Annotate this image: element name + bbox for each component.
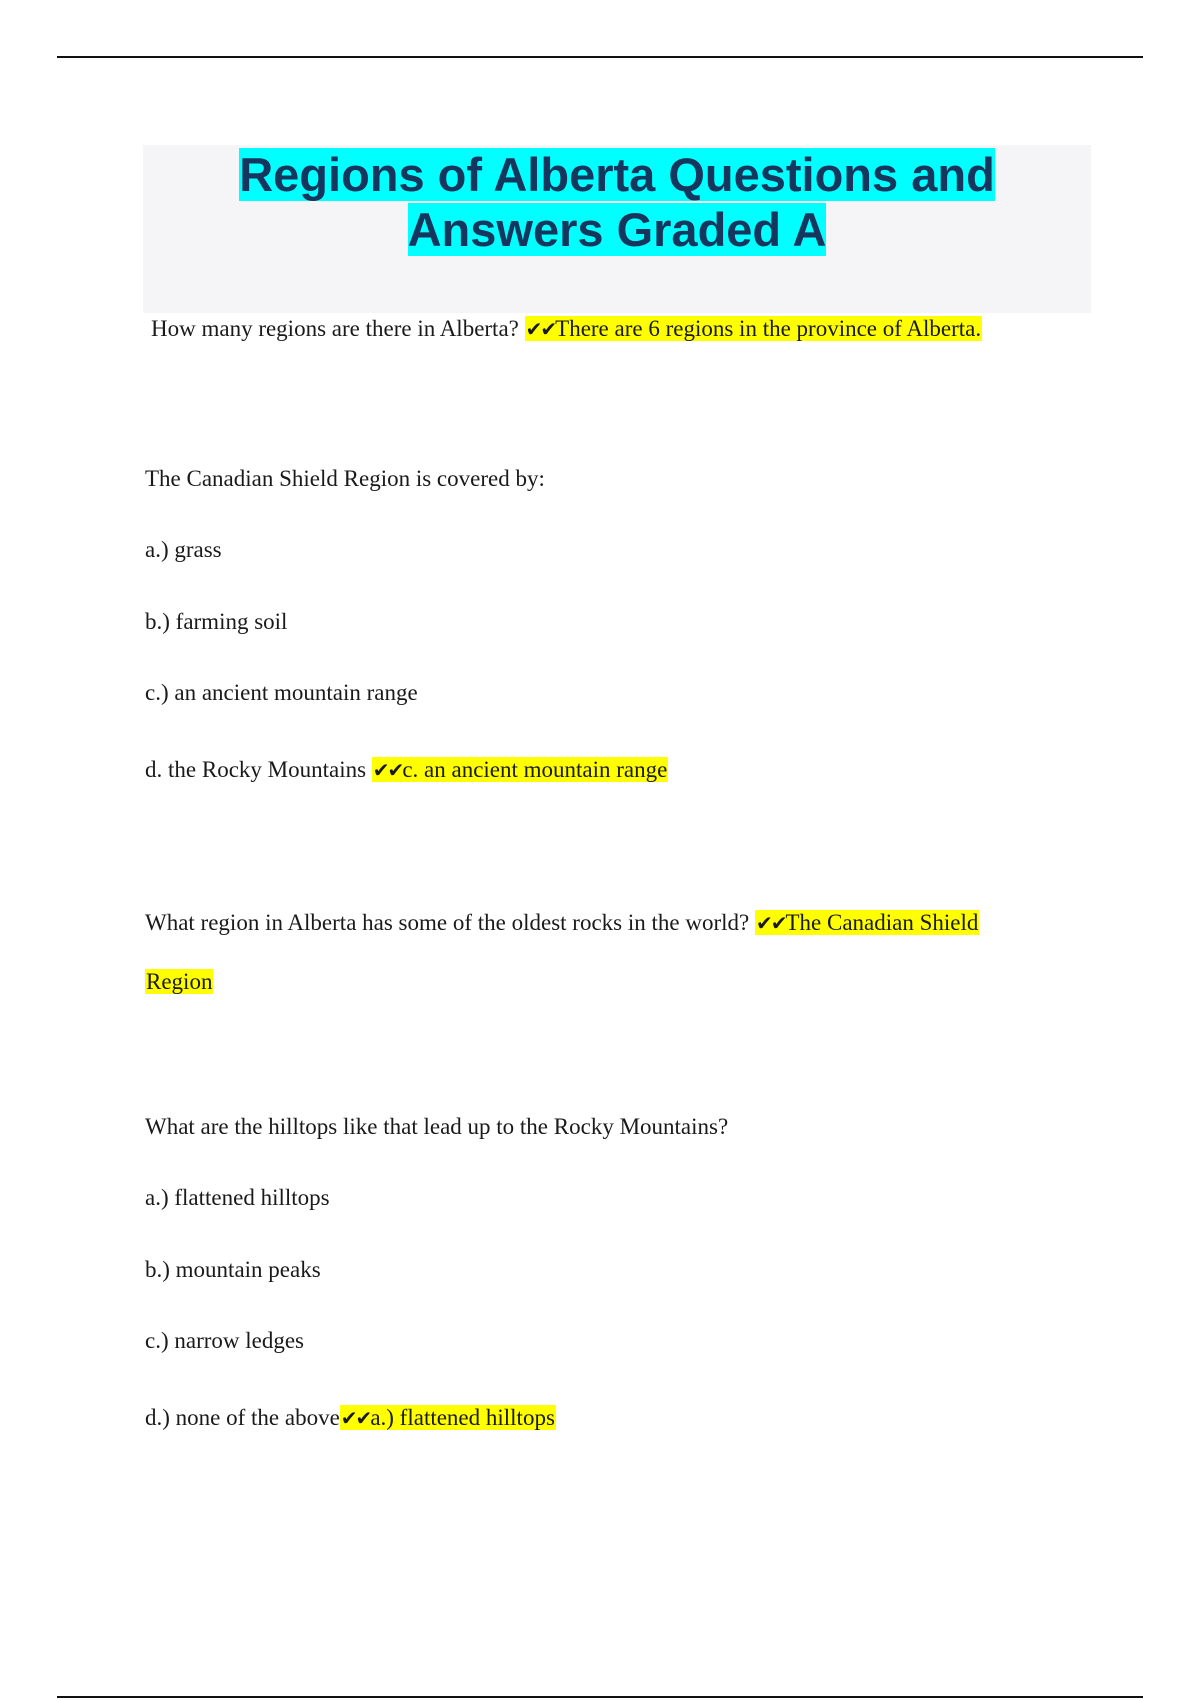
- question-3-answer-continued: [145, 967, 213, 997]
- header-rule: [57, 56, 1143, 58]
- question-4-option-a: a.) flattened hilltops: [145, 1185, 330, 1210]
- answer-3-text-part-2: Region: [146, 969, 213, 994]
- question-3: [145, 908, 979, 938]
- answer-2-text: c. an ancient mountain range: [402, 757, 668, 782]
- question-2-option-d: [145, 755, 668, 785]
- question-2-text: The Canadian Shield Region is covered by:: [145, 466, 545, 491]
- title-line-1: Regions of Alberta Questions and: [239, 148, 995, 201]
- question-1: [151, 314, 982, 344]
- title-block: [143, 145, 1091, 313]
- question-2-option-c: c.) an ancient mountain range: [145, 680, 418, 705]
- answer-4-text: a.) flattened hilltops: [370, 1405, 555, 1430]
- question-4-option-c: c.) narrow ledges: [145, 1328, 305, 1353]
- double-check-icon: ✔✔: [372, 758, 403, 782]
- question-1-text: How many regions are there in Alberta?: [151, 316, 519, 341]
- question-4-text: What are the hilltops like that lead up to the Rocky Mountains?: [145, 1114, 729, 1139]
- answer-4-highlight: [340, 1405, 556, 1430]
- answer-1-text: There are 6 regions in the province of Alberta.: [555, 316, 982, 341]
- question-2-option-d-text: d. the Rocky Mountains: [145, 757, 367, 782]
- double-check-icon: ✔✔: [340, 1406, 371, 1430]
- answer-1-highlight: [525, 316, 983, 341]
- question-2-option-a: a.) grass: [145, 537, 222, 562]
- question-4-option-d: [145, 1403, 556, 1433]
- double-check-icon: ✔✔: [755, 911, 786, 935]
- document-title: [143, 145, 1091, 257]
- answer-2-highlight: [372, 757, 669, 782]
- answer-3-highlight-part-1: [755, 910, 979, 935]
- question-3-text: What region in Alberta has some of the oldest rocks in the world?: [145, 910, 750, 935]
- answer-3-text-part-1: The Canadian Shield: [785, 910, 979, 935]
- question-2-option-b: b.) farming soil: [145, 609, 288, 634]
- title-line-2: Answers Graded A: [407, 203, 827, 256]
- question-4-option-b: b.) mountain peaks: [145, 1257, 321, 1282]
- double-check-icon: ✔✔: [525, 317, 556, 341]
- footer-rule: [57, 1696, 1143, 1698]
- question-4-option-d-text: d.) none of the above: [145, 1405, 340, 1430]
